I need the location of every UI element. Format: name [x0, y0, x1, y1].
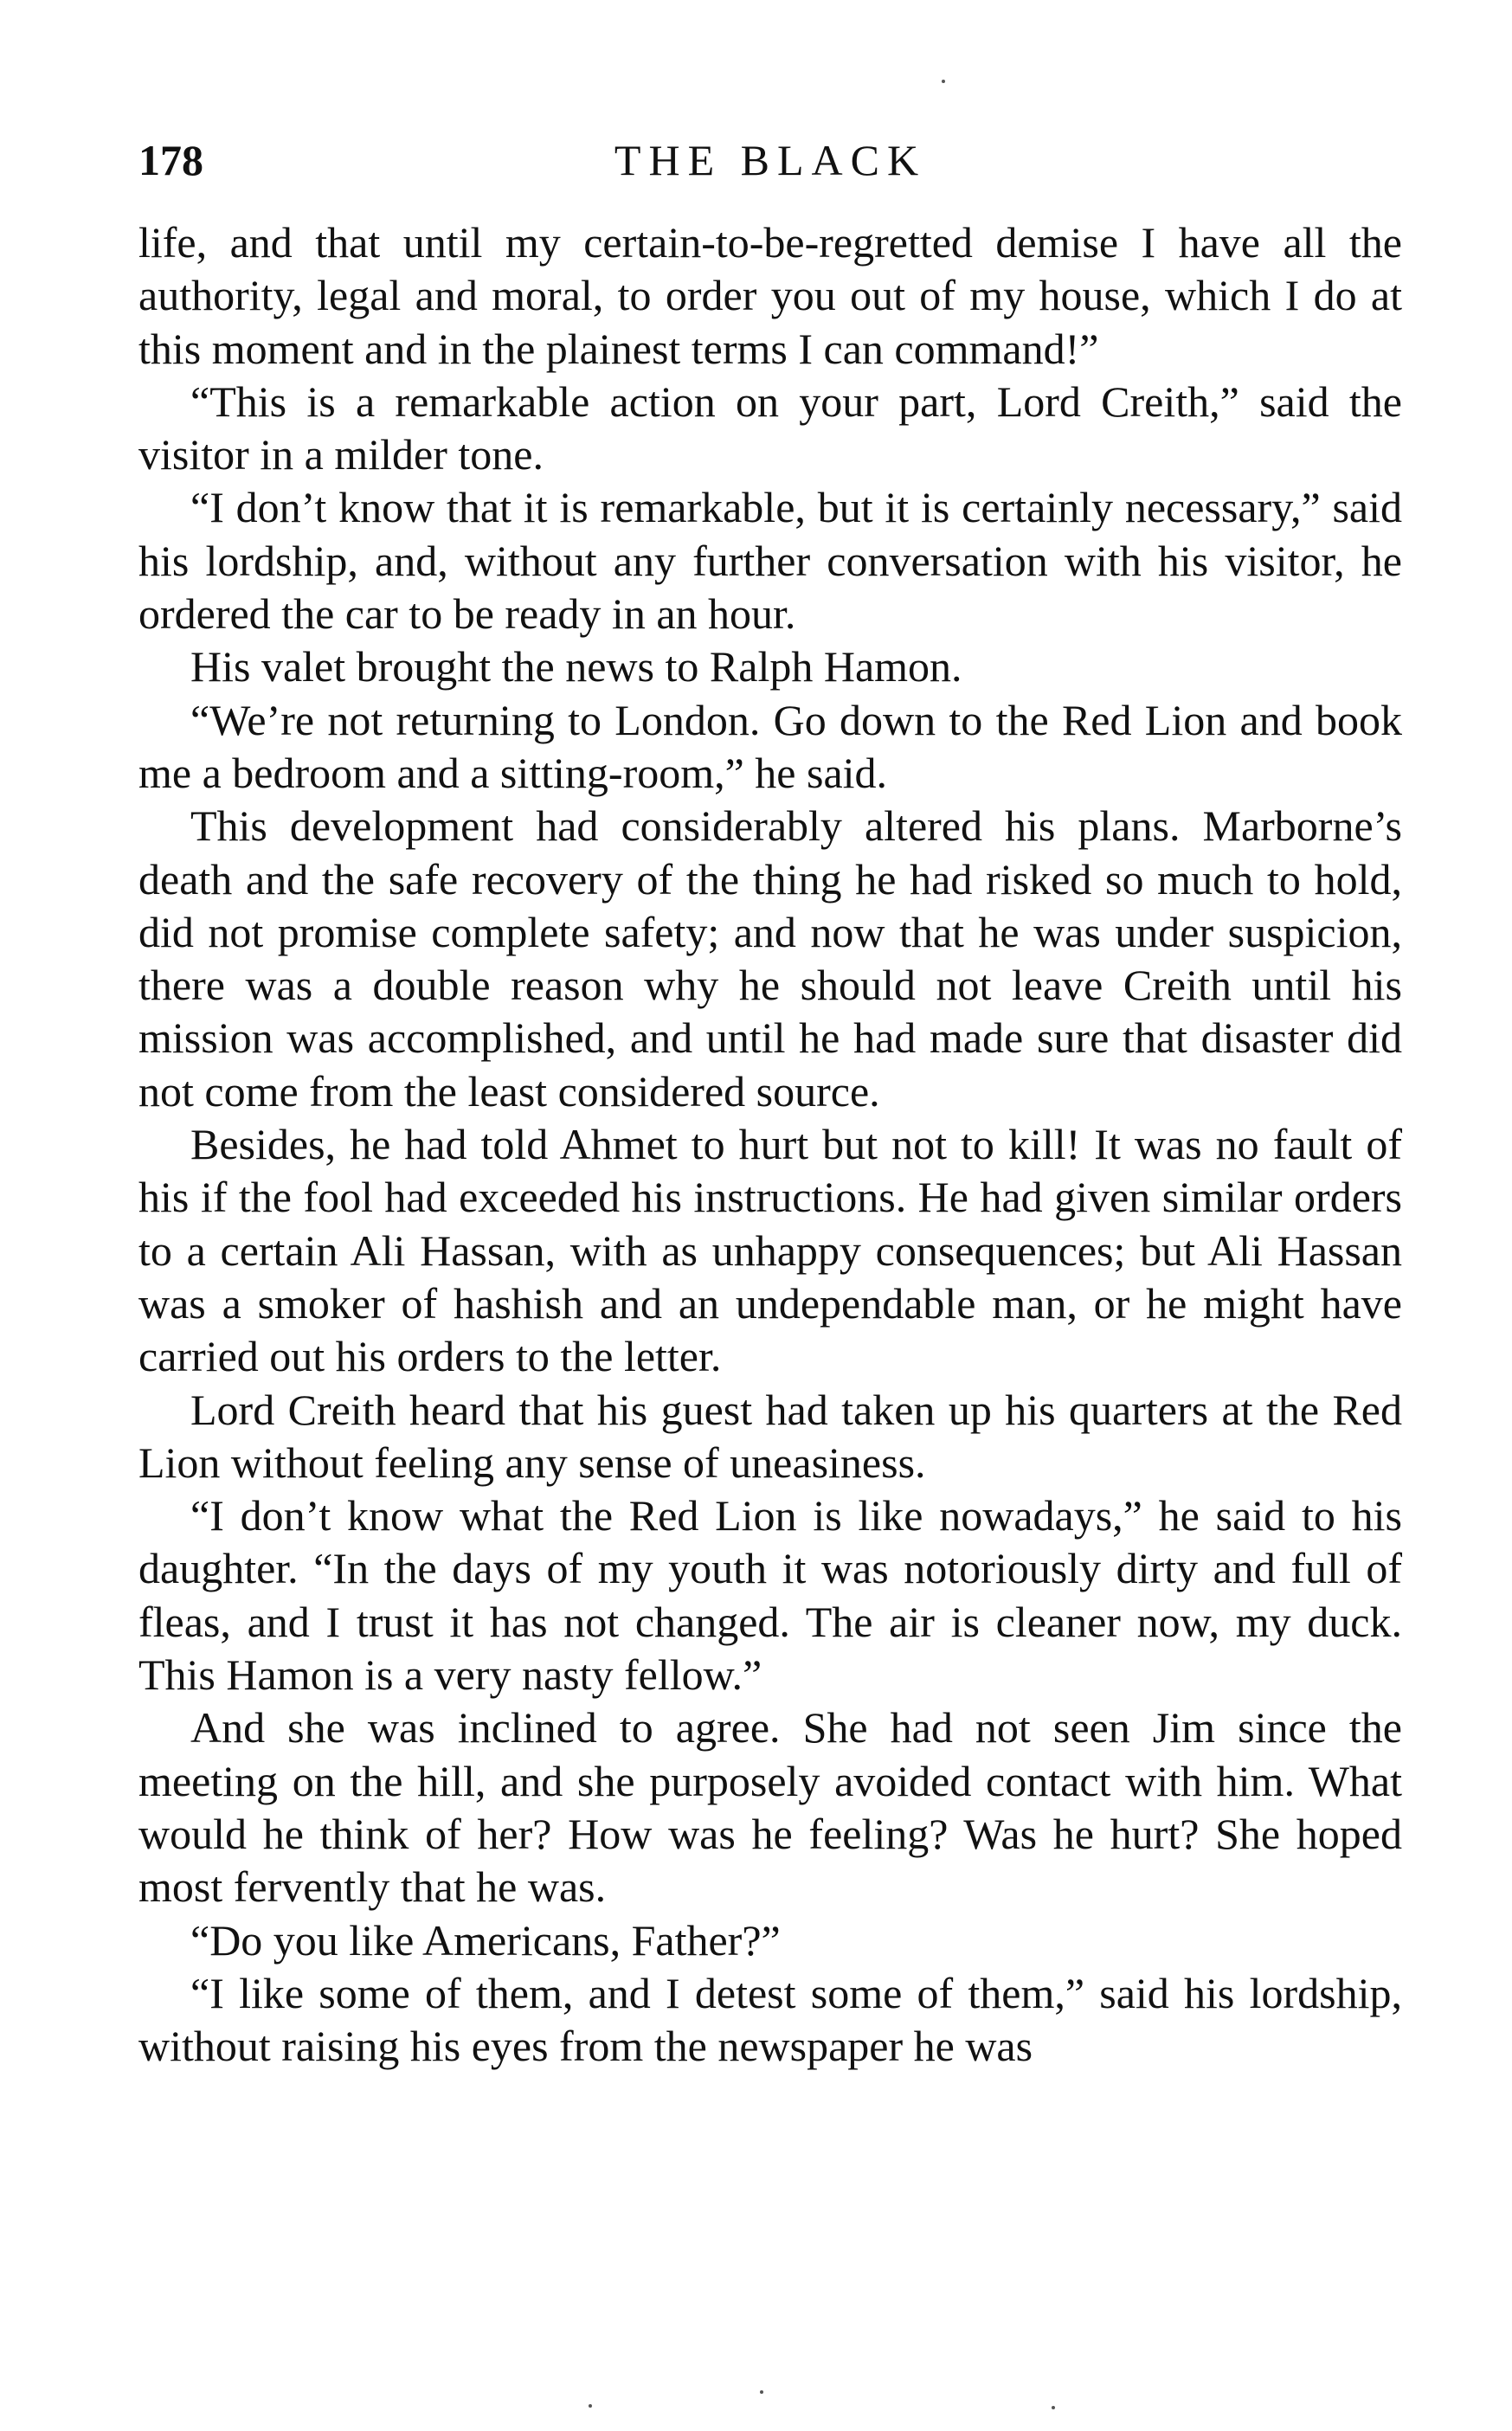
page-header — [138, 130, 1402, 190]
page-number: 178 — [138, 136, 203, 184]
paragraph: This development had considerably altered his plans. Marborne’s death and the safe recovery of the thing he had risked so much to hold, did not promise complete safety; and now that he was under suspicion, there was a double reason why he should not leave Creith until his mission was accomplished, and until he had made sure that disaster did not come from the least considered source. — [138, 801, 1402, 1116]
paragraph: Lord Creith heard that his guest had taken up his quarters at the Red Lion without feeling any sense of uneasiness. — [138, 1385, 1402, 1487]
scan-speck — [760, 2390, 763, 2394]
body-text — [138, 216, 1402, 2073]
paragraph: “Do you like Americans, Father?” — [190, 1915, 781, 1965]
paragraph: His valet brought the news to Ralph Hamon. — [190, 642, 962, 691]
paragraph: “I don’t know what the Red Lion is like nowadays,” he said to his daughter. “In the days of my youth it was notoriously dirty and full of fleas, and I trust it has not changed. The air is cleaner now, my duck. This Hamon is a very nasty fellow.” — [138, 1491, 1402, 1700]
paragraph: “I like some of them, and I detest some of them,” said his lordship, without raising his eyes from the newspaper he was — [138, 1968, 1402, 2071]
paragraph: “I don’t know that it is remarkable, but it is certainly necessary,” said his lordship, and, without any further conversation with his visitor, he ordered the car to be ready in an hour. — [138, 483, 1402, 639]
paragraph-continuation: life, and that until my certain-to-be-regretted demise I have all the authority, legal and moral, to order you out of my house, which I do at this moment and in the plainest terms I can command!” — [138, 218, 1402, 373]
scan-speck — [1052, 2406, 1055, 2409]
paragraph: And she was inclined to agree. She had not seen Jim since the meeting on the hill, and she purposely avoided contact with him. What would he think of her? How was he feeling? Was he hurt? She hoped most fervently that he was. — [138, 1703, 1402, 1912]
paragraph: “This is a remarkable action on your part, Lord Creith,” said the visitor in a milder tone. — [138, 376, 1402, 479]
scan-speck — [589, 2404, 592, 2408]
scan-speck — [942, 80, 945, 83]
paragraph: Besides, he had told Ahmet to hurt but not to kill! It was no fault of his if the fool had exceeded his instructions. He had given similar orders to a certain Ali Hassan, with as unhappy consequences; but Ali Hassan was a smoker of hashish and an undependable man, or he might have carried out his orders to the letter. — [138, 1120, 1402, 1381]
running-title: THE BLACK — [614, 136, 927, 184]
paragraph: “We’re not returning to London. Go down to the Red Lion and book me a bedroom and a sitting-room,” he said. — [138, 695, 1402, 797]
